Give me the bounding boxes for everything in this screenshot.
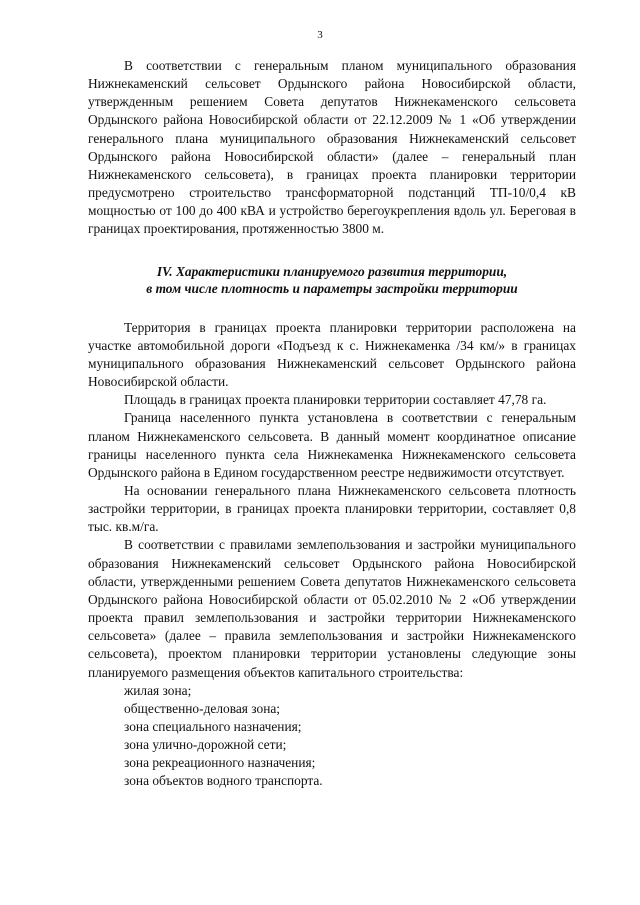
zone-list	[88, 682, 576, 791]
zone-list-item: зона рекреационного назначения;	[124, 755, 316, 771]
paragraph-general-plan: В соответствии с генеральным планом муниципального образования Нижнекаменский сельсовет Ордынского района Новосибирской области, утвержденным решением Совета депутатов Нижнекаменского сельсовета Ордынского района Новосибирской области от 22.12.2009 № 1 «Об утверждении генерального плана муниципального образования Нижнекаменский сельсовет Ордынского района Новосибирской области» (далее – генеральный план Нижнекаменского сельсовета), в границах проекта планировки территории предусмотрено строительство трансформаторной подстанций ТП-10/0,4 кВ мощностью от 100 до 400 кВА и устройство берегоукрепления вдоль ул. Береговая в границах проектирования, протяженностью 3800 м.	[88, 58, 576, 237]
zone-list-item: зона специального назначения;	[124, 719, 302, 734]
zone-list-item: зона улично-дорожной сети;	[124, 737, 287, 753]
document-body	[88, 57, 576, 791]
zone-list-item: общественно-деловая зона;	[124, 700, 281, 716]
zone-list-item: зона объектов водного транспорта.	[124, 773, 323, 789]
paragraph-settlement-boundary: Граница населенного пункта установлена в соответствии с генеральным планом Нижнекаменского сельсовета. В данный момент координатное описание границы населенного пункта села Нижнекаменка Нижнекаменского сельсовета Ордынского района в Едином государственном реестре недвижимости отсутствует.	[88, 410, 576, 480]
spacer	[88, 298, 576, 319]
paragraph-territory-location: Территория в границах проекта планировки территории расположена на участке автомобильной дороги «Подъезд к с. Нижнекаменка /34 км/» в границах муниципального образования Нижнекаменский сельсовет Ордынского района Новосибирской области.	[88, 319, 576, 390]
section-heading	[88, 263, 576, 298]
paragraph-zoning-rules: В соответствии с правилами землепользования и застройки муниципального образования Нижнекаменский сельсовет Ордынского района Новосибирской области, утвержденными решением Совета депутатов Нижнекаменского сельсовета Ордынского района Новосибирской области от 05.02.2010 № 2 «Об утверждении проекта правил землепользования и застройки территории Нижнекаменского сельсовета» (далее – правила землепользования и застройки Нижнекаменского сельсовета), проектом планировки территории установлены следующие зоны планируемого размещения объектов капитального строительства:	[88, 537, 576, 680]
paragraph-density: На основании генерального плана Нижнекаменского сельсовета плотность застройки территории, в границах проекта планировки территории, составляет 0,8 тыс. кв.м/га.	[88, 482, 576, 535]
section-heading-line-1: IV. Характеристики планируемого развития территории,	[156, 263, 508, 279]
zone-list-item: жилая зона;	[124, 682, 192, 698]
section-heading-line-2: в том числе плотность и параметры застройки территории	[146, 281, 518, 297]
paragraph-area: Площадь в границах проекта планировки территории составляет 47,78 га.	[124, 392, 547, 408]
page-number: 3	[317, 29, 323, 41]
spacer	[88, 239, 576, 263]
